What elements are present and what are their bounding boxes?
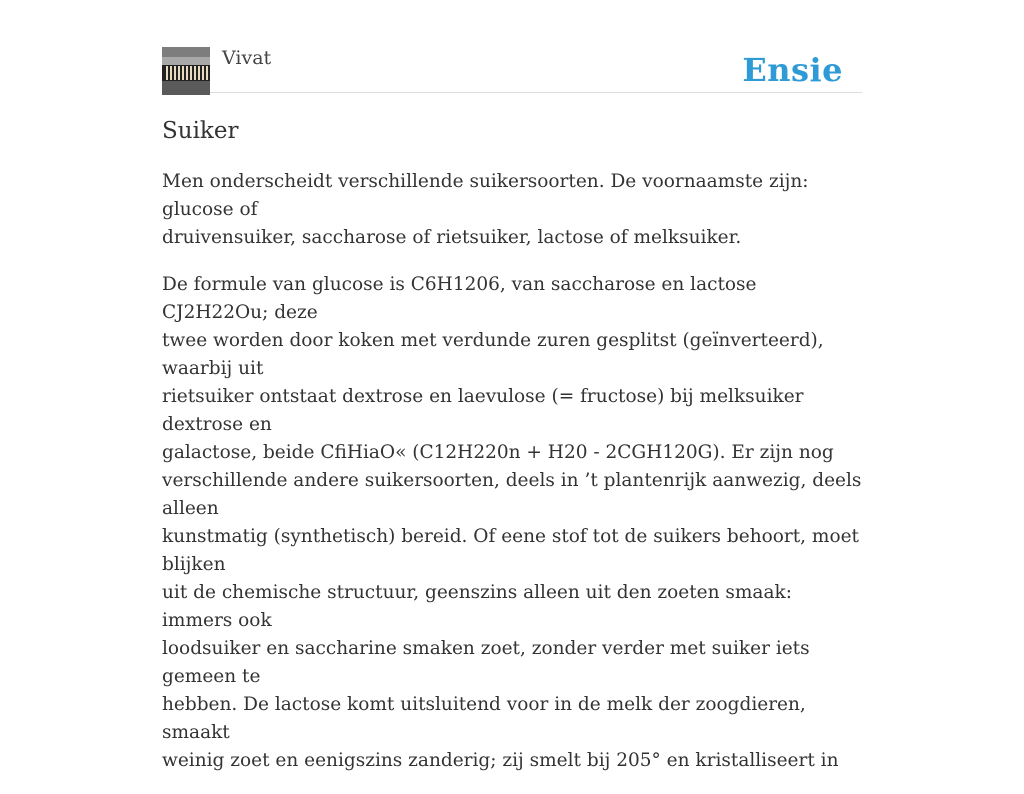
article-body [162, 168, 862, 794]
paragraph: De formule van glucose is C6H1206, van saccharose en lactose CJ2H22Ou; deze twee worden door koken met verdunde zuren gesplitst (geïnverteerd), waarbij uit rietsuiker ontstaat dextrose en laevulose (= fructose) bij melksuiker dextrose en galactose, beide CfiHiaO« (C12H220n + H20 - 2CGH120G). Er zijn nog verschillende andere suikersoorten, deels in ’t plantenrijk aanwezig, deels alleen kunstmatig (synthetisch) bereid. Of eene stof tot de suikers behoort, moet blijken uit de chemische structuur, geenszins alleen uit den zoeten smaak: immers ook loodsuiker en saccharine smaken zoet, zonder verder met suiker iets gemeen te hebben. De lactose komt uitsluitend voor in de melk der zoogdieren, smaakt weinig zoet en eenigszins zanderig; zij smelt bij 205° en kristalliseert in [162, 274, 862, 771]
header [162, 0, 862, 93]
page-title: Suiker [162, 118, 239, 144]
avatar-image-icon [162, 47, 210, 95]
author-avatar[interactable] [162, 47, 210, 95]
page-container [162, 0, 862, 771]
brand-logo[interactable]: Ensie [742, 51, 843, 89]
author-name[interactable]: Vivat [222, 47, 272, 69]
paragraph: Men onderscheidt verschillende suikersoorten. De voornaamste zijn: glucose of druivensuiker, saccharose of rietsuiker, lactose of melksuiker. [162, 171, 809, 248]
